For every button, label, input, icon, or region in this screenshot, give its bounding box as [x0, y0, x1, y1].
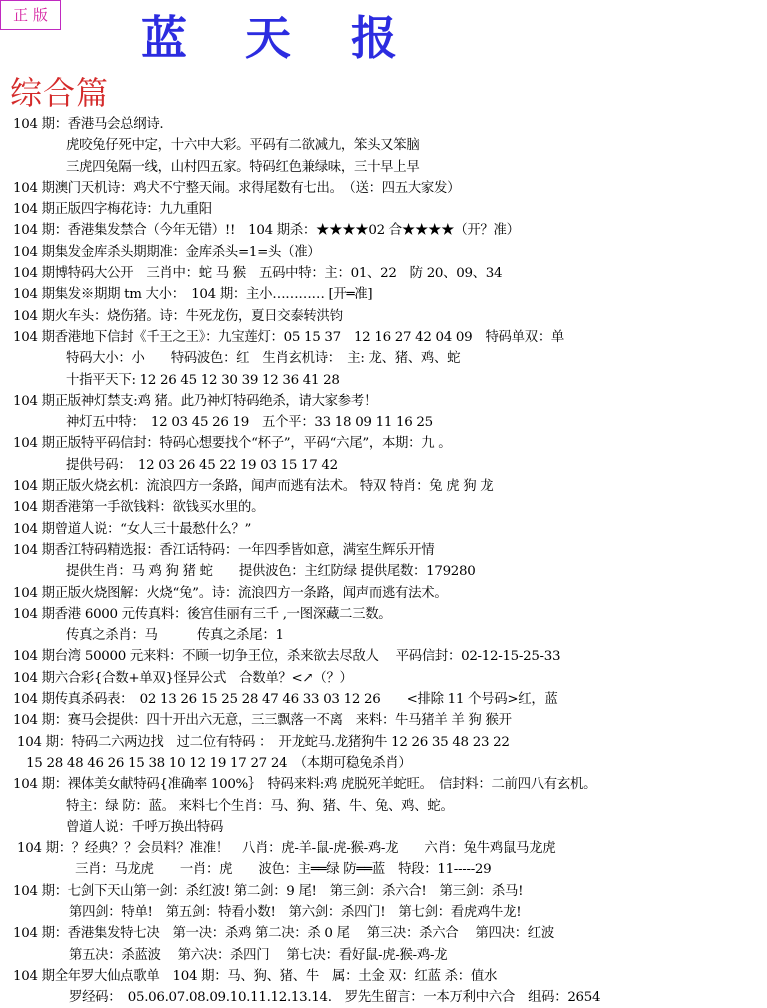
content-lines — [0, 114, 767, 1008]
content-line: 15 28 48 46 26 15 38 10 12 19 17 27 24 （本期可稳兔杀肖） — [13, 755, 412, 771]
masthead-char-1: 蓝 — [141, 11, 187, 65]
content-line: 传真之杀肖：马 传真之杀尾：1 — [66, 628, 284, 644]
content-line: 104 期香港地下信封《千王之王》：九宝莲灯：05 15 37 12 16 27 42 04 09 特码单双：单 — [13, 329, 565, 345]
content-line: 104 期全年罗大仙点歌单 104 期：马、狗、猪、牛 属：土金 双：红蓝 杀：值水 — [13, 968, 498, 984]
content-line: 104 期集发※期期 tm 大小： 104 期：主小………… [开═准] — [13, 287, 373, 303]
content-line: 第四剑：特单! 第五剑：特看小数! 第六剑：杀四门! 第七剑：看虎鸡牛龙! — [69, 904, 522, 920]
content-line: 104 期传真杀码表： 02 13 26 15 25 28 47 46 33 03 12 26 <排除 11 个号码>红，蓝 — [13, 692, 558, 708]
content-line: 104 期正版特平码信封：特码心想要找个“杯子”，平码“六尾”，本期：九 。 — [13, 436, 452, 452]
content-line: 104 期：特码二六两边找 过二位有特码 ： 开龙蛇马.龙猪狗牛 12 26 35 48 23 22 — [17, 734, 510, 750]
content-line: 104 期香港第一手欲钱料：欲钱买水里的。 — [13, 500, 265, 516]
version-badge: 正 版 — [0, 0, 61, 30]
content-line: 特主：绿 防：蓝。 来料七个生肖：马、狗、猪、牛、兔、鸡、蛇。 — [66, 798, 454, 814]
content-line: 104 期火车头：烧伤猪。诗：牛死龙伤，夏日交泰转洪钧 — [13, 308, 343, 324]
content-line: 104 期集发金库杀头期期准：金库杀头=1=头（准） — [13, 244, 321, 260]
content-line: 104 期：裸体美女献特码{准确率 100%｝ 特码来料:鸡 虎脱死羊蛇旺。 信封料：二前四八有玄机。 — [13, 777, 597, 793]
content-line: 104 期正版神灯禁支:鸡 猪。此乃神灯特码绝杀，请大家参考！ — [13, 393, 378, 409]
section-title: 综合篇 — [10, 74, 110, 112]
content-line: 104 期正版火烧玄机：流浪四方一条路，闻声而逃有法术。 特双 特肖：兔 虎 狗 龙 — [13, 479, 494, 495]
content-line: 提供号码： 12 03 26 45 22 19 03 15 17 42 — [66, 457, 338, 473]
masthead-char-2: 天 — [245, 11, 291, 65]
content-line: 104 期正版火烧图解：火烧“兔”。诗：流浪四方一条路，闻声而逃有法术。 — [13, 585, 448, 601]
content-line: 三虎四兔隔一线，山村四五家。特码红色兼绿味，三十早上早 — [66, 159, 420, 175]
content-line: 提供生肖：马 鸡 狗 猪 蛇 提供波色：主红防绿 提供尾数：179280 — [66, 564, 476, 580]
content-line: 104 期正版四字梅花诗：九九重阳 — [13, 202, 212, 218]
content-line: 104 期曾道人说：“女人三十最愁什么？” — [13, 521, 252, 537]
content-line: 104 期：七剑下天山第一剑：杀红波! 第二剑：9 尾! 第三剑：杀六合! 第三剑：杀马! — [13, 883, 524, 899]
content-line: 第五决：杀蓝波 第六决：杀四门 第七决：看好鼠-虎-猴-鸡-龙 — [69, 947, 448, 963]
content-line: 104 期台湾 50000 元来料：不顾一切争王位，杀来欲去尽敌人 平码信封：02-12-15-25-33 — [13, 649, 561, 665]
masthead-char-3: 报 — [351, 11, 397, 65]
content-line: 104 期香江特码精选报：香江话特码：一年四季皆如意，满室生辉乐开情 — [13, 542, 435, 558]
content-line: 104 期：香港集发特七决 第一决：杀鸡 第二决：杀 0 尾 第三决：杀六合 第四决：红波 — [13, 926, 554, 942]
content-line: 神灯五中特： 12 03 45 26 19 五个平：33 18 09 11 16 25 — [66, 415, 433, 431]
content-line: 104 期：？经典？？会员料？准准！ 八肖：虎-羊-鼠-虎-猴-鸡-龙 六肖：兔牛鸡鼠马龙虎 — [17, 841, 556, 857]
content-line: 104 期博特码大公开 三肖中：蛇 马 猴 五码中特：主：01、22 防 20、09、34 — [13, 266, 503, 282]
content-line: 三肖：马龙虎 一肖：虎 波色：主══绿 防══蓝 特段：11-----29 — [62, 862, 492, 878]
content-line: 罗经码： 05.06.07.08.09.10.11.12.13.14. 罗先生留言：一本万利中六合 组码：2654 — [69, 990, 601, 1006]
content-line: 虎咬兔仔死中定，十六中大彩。平码有二欲减九，笨头又笨脑 — [66, 138, 420, 154]
content-line: 104 期：香港集发禁合（今年无错）!! 104 期杀：★★★★02 合★★★★（开？准） — [13, 223, 520, 239]
content-line: 104 期：香港马会总纲诗. — [13, 117, 164, 132]
content-line: 104 期：赛马会提供：四十开出六无意，三三飘落一不离 来料：牛马猪羊 羊 狗 猴开 — [13, 713, 512, 729]
content-line: 十指平天下: 12 26 45 12 30 39 12 36 41 28 — [66, 372, 340, 388]
content-line: 104 期澳门天机诗：鸡犬不宁整天闹。求得尾数有七出。 （送：四五大家发） — [13, 180, 461, 196]
content-line: 特码大小：小 特码波色：红 生肖玄机诗： 主: 龙、猪、鸡、蛇 — [66, 351, 461, 367]
masthead — [0, 2, 767, 65]
content-line: 104 期香港 6000 元传真料：後宫佳丽有三千 ,一图深藏二三数。 — [13, 606, 392, 622]
content-line: 104 期六合彩{合数+单双}怪异公式 合数单？<↗（？） — [13, 670, 353, 686]
content-line: 曾道人说：千呼万换出特码 — [66, 819, 224, 835]
